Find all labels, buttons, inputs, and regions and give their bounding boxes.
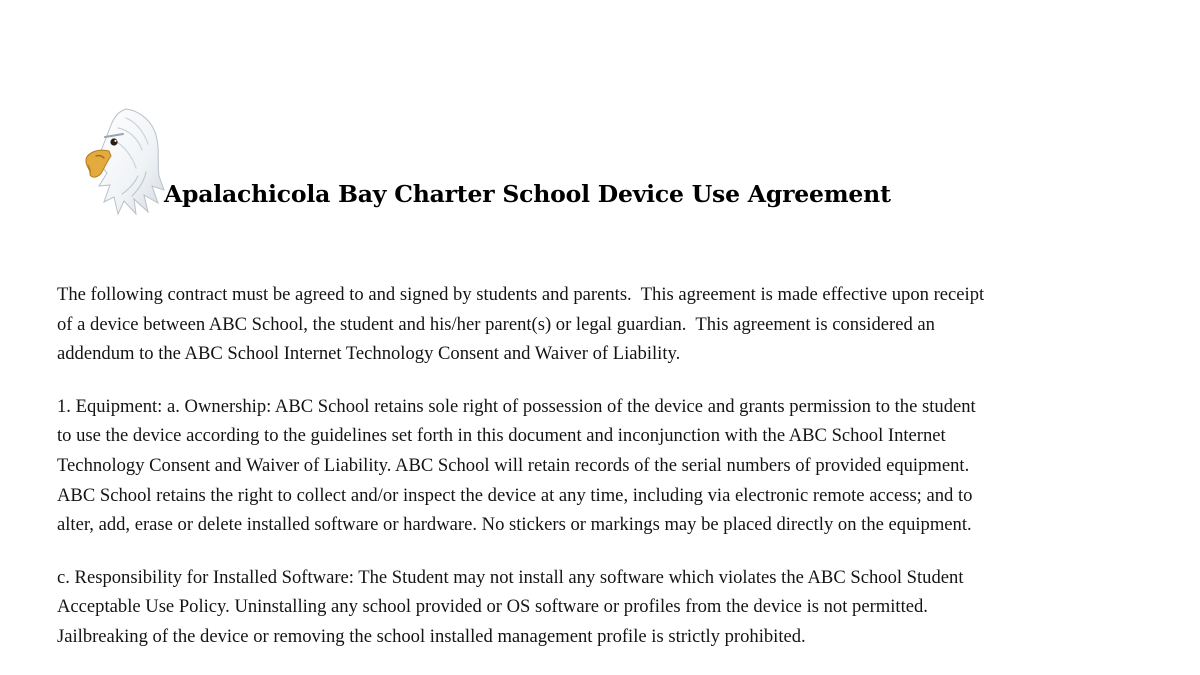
text-line: 1. Equipment: a. Ownership: ABC School retains sole right of possession of the device and grants permission to the student xyxy=(57,395,976,417)
text-line: Acceptable Use Policy. Uninstalling any school provided or OS software or profiles from the device is not permitted. xyxy=(57,596,928,618)
text-line: of a device between ABC School, the student and his/her parent(s) or legal guardian. This agreement is considered an xyxy=(57,313,935,335)
text-line: alter, add, erase or delete installed software or hardware. No stickers or markings may be placed directly on the equipment. xyxy=(57,514,972,536)
text-line: The following contract must be agreed to and signed by students and parents. This agreement is made effective upon receipt xyxy=(57,284,985,305)
document-body xyxy=(57,280,1147,675)
school-logo xyxy=(78,106,168,216)
text-line: addendum to the ABC School Internet Technology Consent and Waiver of Liability. xyxy=(57,343,681,365)
text-line-truncated: Jailbreaking of the device or removing the school installed management profile is strictly prohibited. xyxy=(57,625,806,647)
eagle-head-icon xyxy=(78,106,168,216)
text-line: Technology Consent and Waiver of Liability. ABC School will retain records of the serial numbers of provided equipment. xyxy=(57,454,970,476)
paragraph-intro xyxy=(57,280,1147,369)
text-line: c. Responsibility for Installed Software: The Student may not install any software which violates the ABC School Student xyxy=(57,566,964,588)
paragraph-installed-software xyxy=(57,563,1147,652)
document-title: Apalachicola Bay Charter School Device Use Agreement xyxy=(164,180,891,208)
text-line: to use the device according to the guidelines set forth in this document and inconjunction with the ABC School Internet xyxy=(57,425,946,447)
paragraph-equipment-ownership xyxy=(57,392,1147,540)
text-line: ABC School retains the right to collect and/or inspect the device at any time, including via electronic remote access; and to xyxy=(57,484,973,506)
